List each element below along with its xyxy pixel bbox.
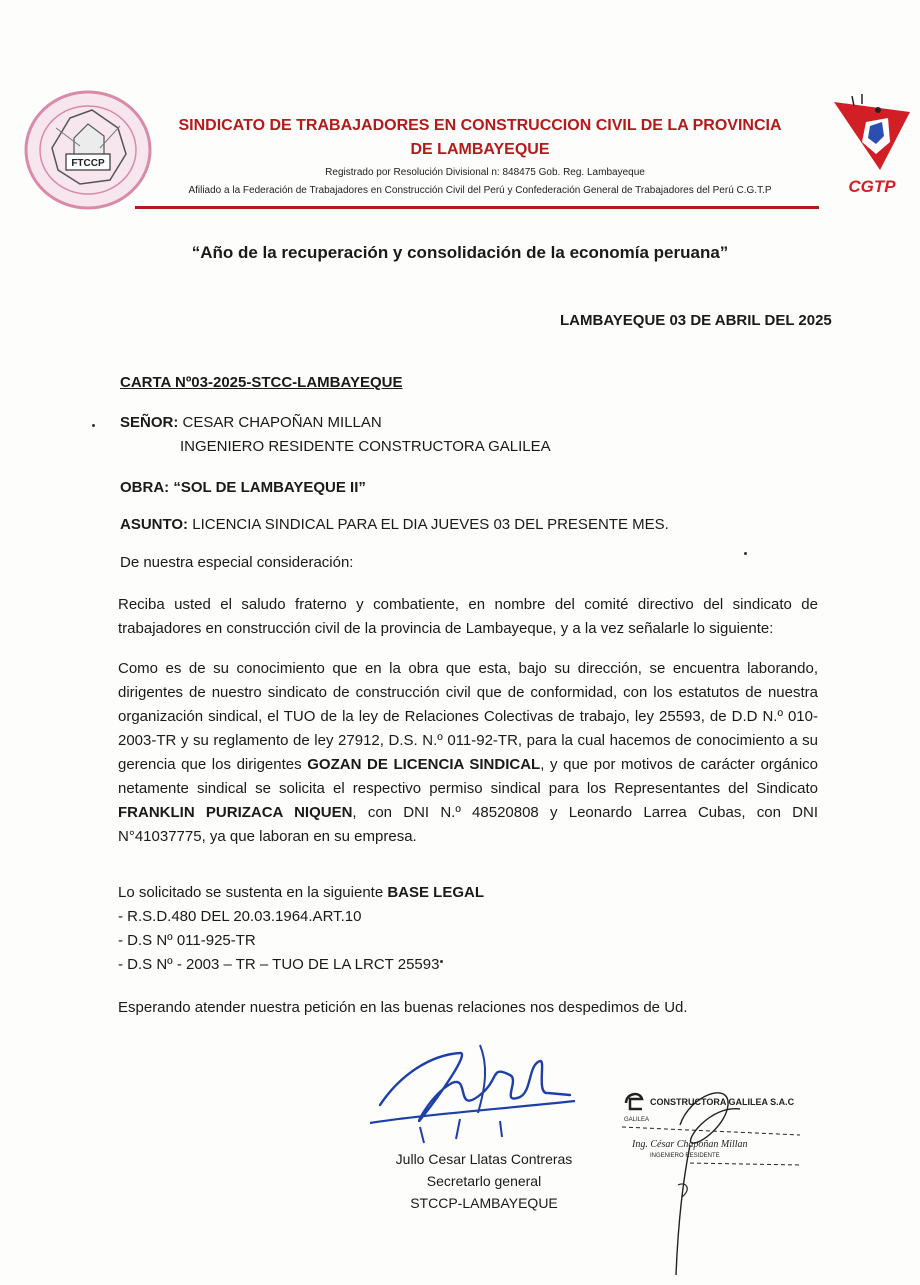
representative-name: FRANKLIN PURIZACA NIQUEN (118, 804, 353, 821)
closing: Esperando atender nuestra petición en las buenas relaciones nos despedimos de Ud. (118, 999, 688, 1016)
asunto-value: LICENCIA SINDICAL PARA EL DIA JUEVES 03 DEL PRESENTE MES. (192, 516, 669, 533)
legal-item: - D.S Nº - 2003 – TR – TUO DE LA LRCT 25593 (118, 956, 440, 973)
paragraph-2-text-a: Como es de su conocimiento que en la obra que esta, bajo su dirección, se encuentra laborando, dirigentes de nuestro sindicato de construcción civil que de conformidad, con los estatutos de nuestra organización sindical, el TUO de la ley de Relaciones Colectivas de trabajo, ley 25593, de D.D N.º 010-2003-TR y su reglamento de ley 27912, D.S. N.º 011-92-TR, para la cual hacemos de conocimiento a su gerencia que los dirigentes (118, 660, 818, 773)
svg-text:GALILEA: GALILEA (624, 1117, 650, 1123)
header-divider (135, 206, 819, 209)
obra-line (120, 476, 366, 500)
svg-text:INGENIERO RESIDENTE: INGENIERO RESIDENTE (650, 1153, 720, 1159)
affiliation-line: Afiliado a la Federación de Trabajadores en Construcción Civil del Perú y Confederación General de Trabajadores del Perú C.G.T.P (188, 185, 772, 196)
signature-secretary (360, 1035, 590, 1150)
paragraph-1: Reciba usted el saludo fraterno y combatiente, en nombre del comité directivo del sindicato de trabajadores en construcción civil de la provincia de Lambayeque, y a la vez señalarle lo siguiente: (118, 596, 818, 637)
obra-value: “SOL DE LAMBAYEQUE II” (173, 479, 366, 496)
svg-text:CGTP: CGTP (848, 177, 896, 196)
svg-text:Ing. César Chapoñan Millan: Ing. César Chapoñan Millan (632, 1139, 748, 1150)
legal-item: - D.S Nº 011-925-TR (118, 932, 256, 949)
legal-basis (118, 881, 484, 977)
scan-speck (744, 552, 747, 555)
signatory-role: Secretarlo general (426, 1173, 542, 1189)
letter-number: CARTA Nº03-2025-STCC-LAMBAYEQUE (120, 374, 403, 391)
recipient-block (120, 411, 551, 459)
cgtp-logo (832, 92, 912, 198)
legal-item: - R.S.D.480 DEL 20.03.1964.ART.10 (118, 908, 362, 925)
licencia-emphasis: GOZAN DE LICENCIA SINDICAL (307, 756, 541, 773)
signatory-name: Jullo Cesar Llatas Contreras (395, 1151, 573, 1167)
union-seal (22, 88, 154, 212)
legal-intro-bold: BASE LEGAL (387, 884, 485, 901)
signatory-block (364, 1148, 604, 1214)
recipient-name: CESAR CHAPOÑAN MILLAN (182, 414, 382, 431)
recipient-label: SEÑOR: (120, 414, 179, 431)
obra-label: OBRA: (120, 479, 170, 496)
year-motto: “Año de la recuperación y consolidación de la economía peruana” (191, 243, 729, 262)
recipient-title: INGENIERO RESIDENTE CONSTRUCTORA GALILEA (180, 438, 551, 455)
paragraph-2-text-c: , con DNI N.º 48520808 y Leonardo Larrea Cubas, con DNI N°41037775, ya que laboran en su empresa. (118, 804, 818, 845)
union-name-heading: SINDICATO DE TRABAJADORES EN CONSTRUCCION CIVIL DE LA PROVINCIA DE LAMBAYEQUE (178, 117, 782, 158)
asunto-line (120, 513, 669, 537)
greeting: De nuestra especial consideración: (120, 554, 354, 571)
letter-date: LAMBAYEQUE 03 DE ABRIL DEL 2025 (560, 312, 832, 329)
scan-speck (92, 424, 95, 427)
paragraph-2 (118, 657, 818, 849)
legal-intro: Lo solicitado se sustenta en la siguiente (118, 884, 388, 901)
svg-text:CONSTRUCTORA GALILEA S.A.C: CONSTRUCTORA GALILEA S.A.C (650, 1097, 795, 1107)
company-stamp (620, 1085, 805, 1280)
paragraph-2-text-b: , y que por motivos de carácter orgánico netamente sindical se solicita el respectivo permiso sindical para los Representantes del Sindicato (118, 756, 818, 797)
svg-text:FTCCP: FTCCP (71, 158, 105, 169)
registration-line: Registrado por Resolución Divisional n: 848475 Gob. Reg. Lambayeque (325, 167, 645, 178)
scan-speck (440, 960, 443, 963)
signatory-org: STCCP-LAMBAYEQUE (410, 1195, 558, 1211)
legal-list (118, 905, 484, 977)
asunto-label: ASUNTO: (120, 516, 189, 533)
